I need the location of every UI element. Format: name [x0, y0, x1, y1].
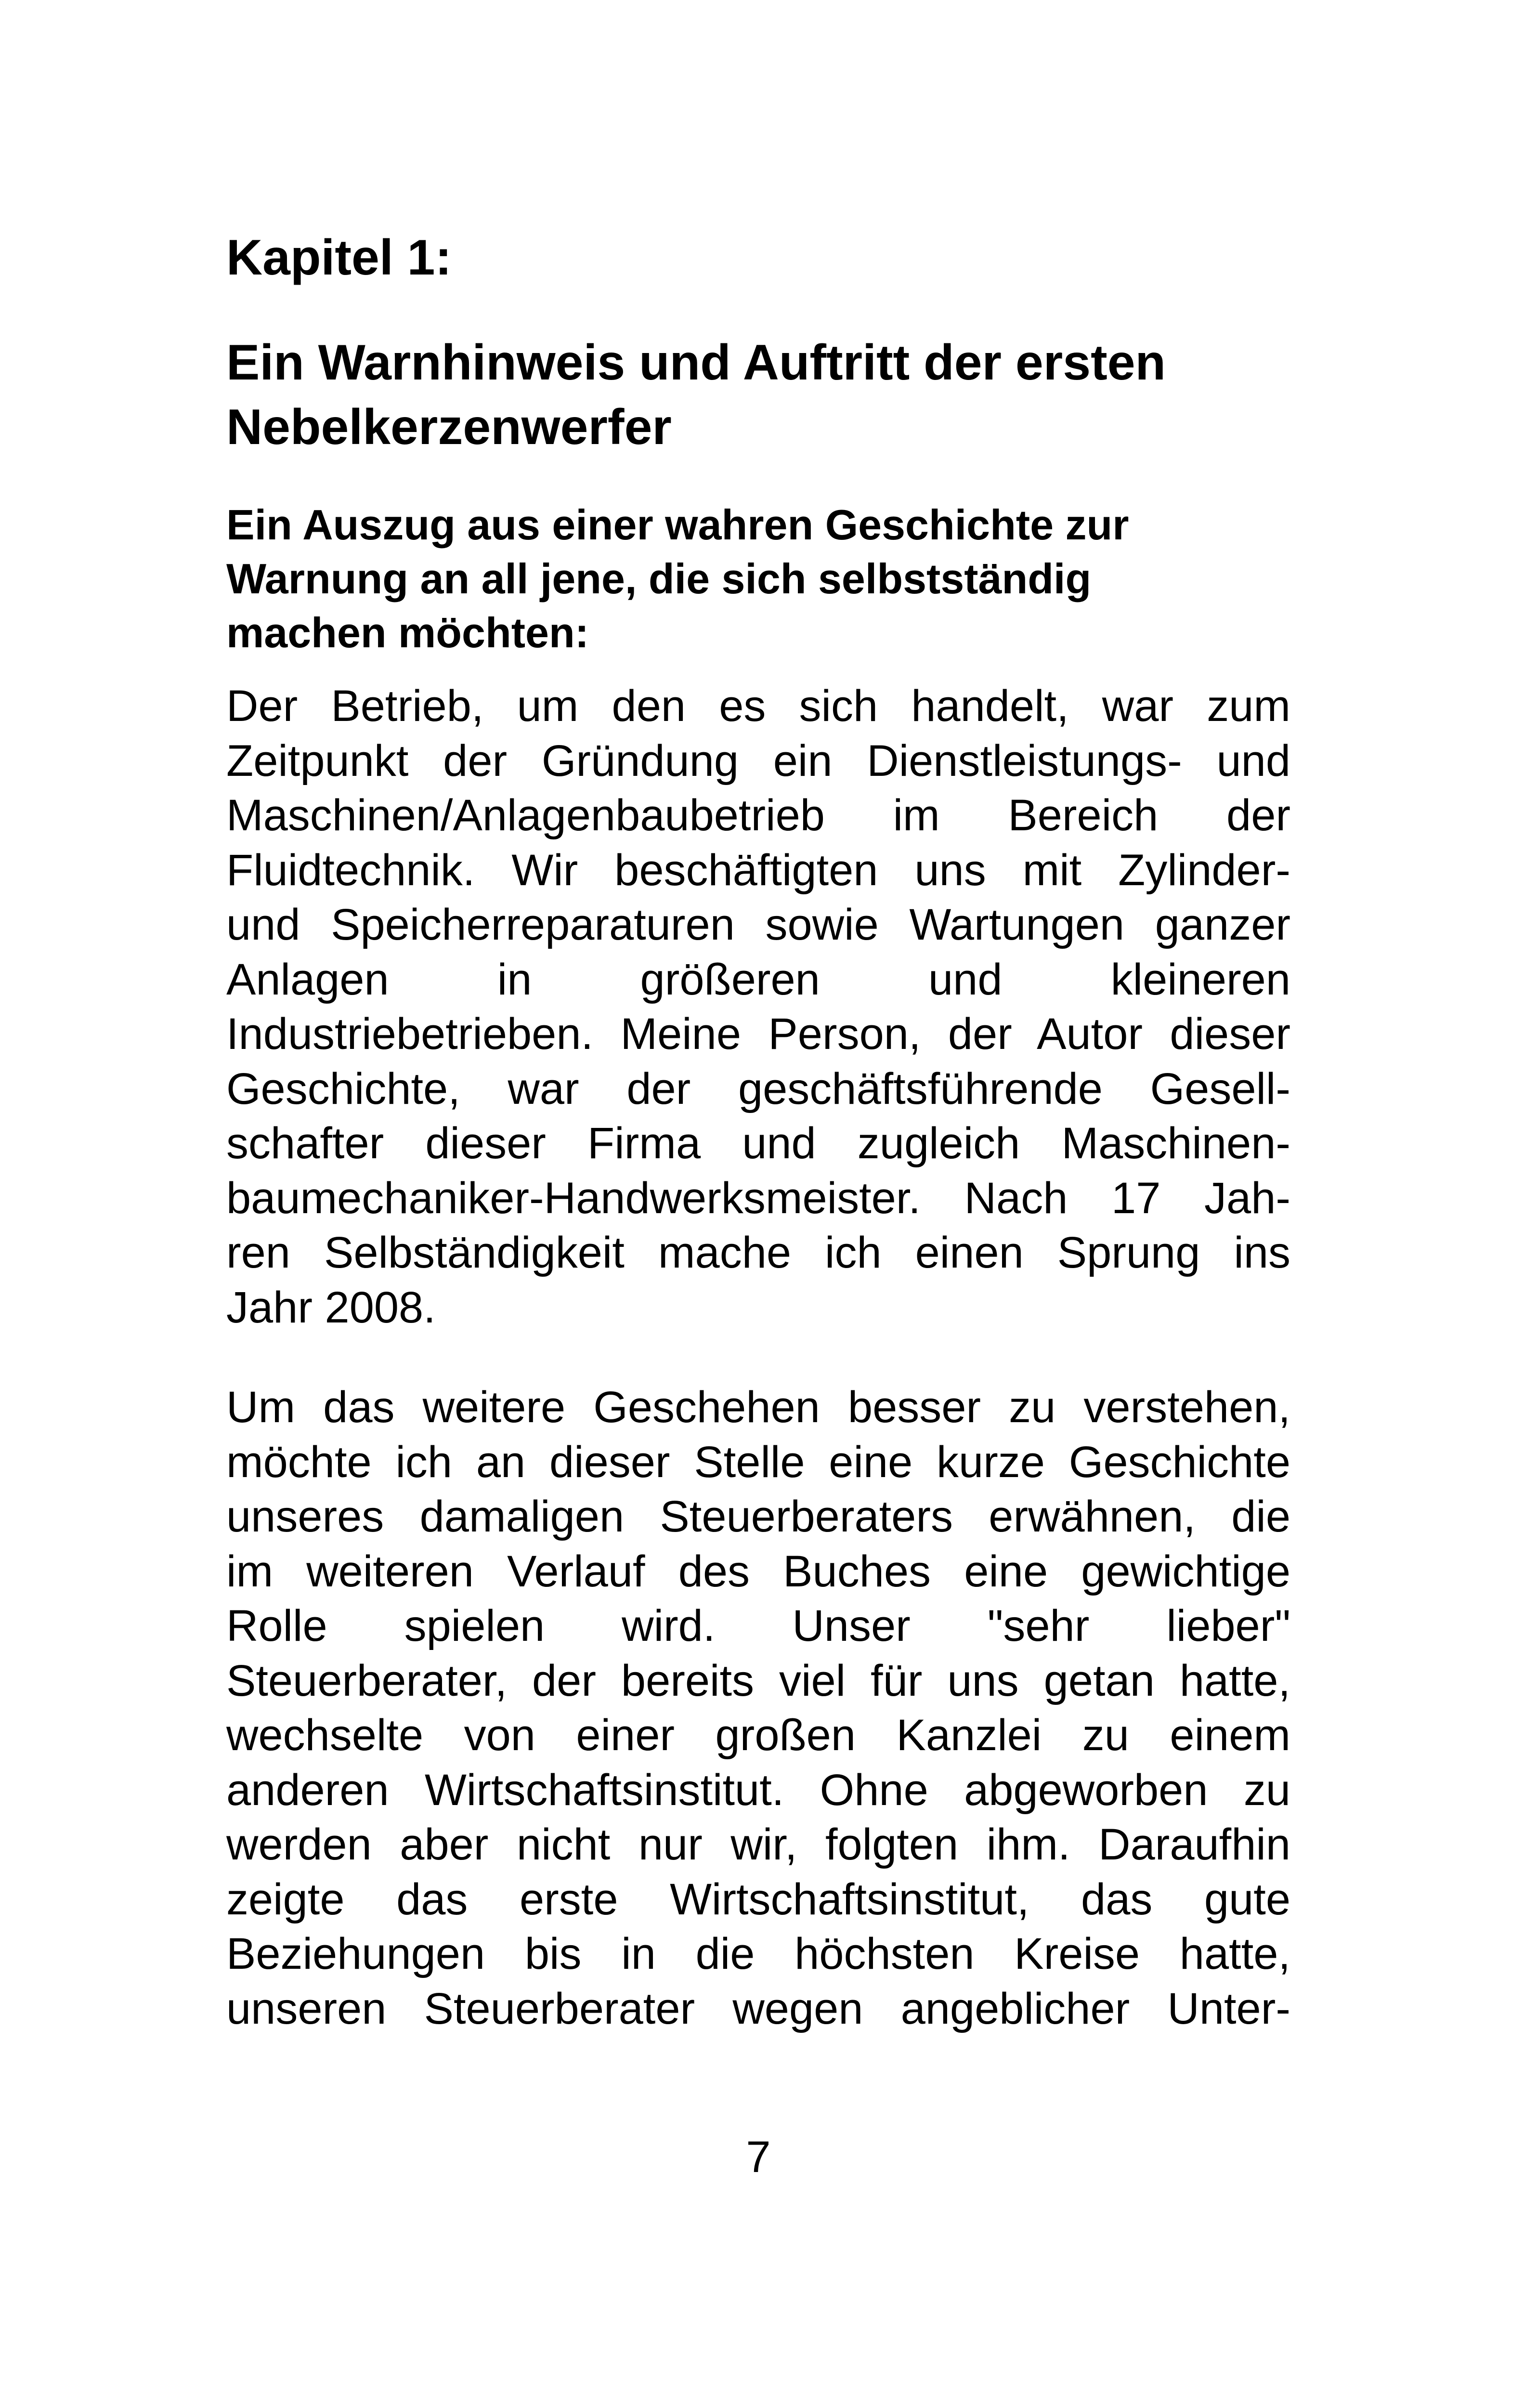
- text-line: im weiteren Verlauf des Buches eine gewichtige: [226, 1546, 1290, 1596]
- text-line: Beziehungen bis in die höchsten Kreise hatte,: [226, 1929, 1290, 1978]
- text-line: Maschinen/Anlagenbaubetrieb im Bereich der: [226, 791, 1290, 840]
- subtitle-line: Warnung an all jene, die sich selbstständig: [226, 555, 1092, 602]
- text-line: unseren Steuerberater wegen angeblicher Unter-: [226, 1984, 1290, 2033]
- text-line: Rolle spielen wird. Unser "sehr lieber": [226, 1601, 1290, 1650]
- chapter-subtitle: [226, 498, 1290, 660]
- chapter-title-line: Nebelkerzenwerfer: [226, 399, 672, 455]
- text-line: Anlagen in größeren und kleineren: [226, 955, 1290, 1004]
- text-line: werden aber nicht nur wir, folgten ihm. Daraufhin: [226, 1820, 1290, 1869]
- text-line: Steuerberater, der bereits viel für uns getan hatte,: [226, 1656, 1290, 1705]
- chapter-label: Kapitel 1:: [226, 230, 452, 286]
- body-paragraph-2: [226, 1380, 1290, 2036]
- text-line: wechselte von einer großen Kanzlei zu einem: [226, 1711, 1290, 1760]
- text-line: Jahr 2008.: [226, 1283, 436, 1332]
- book-page: [226, 0, 1290, 2408]
- text-line: ren Selbständigkeit mache ich einen Sprung ins: [226, 1228, 1290, 1277]
- text-line: Der Betrieb, um den es sich handelt, war zum: [226, 681, 1290, 731]
- text-line: baumechaniker-Handwerksmeister. Nach 17 Jah-: [226, 1173, 1290, 1223]
- page-number: 7: [746, 2133, 771, 2182]
- text-line: unseres damaligen Steuerberaters erwähnen, die: [226, 1492, 1290, 1541]
- text-line: zeigte das erste Wirtschaftsinstitut, das gute: [226, 1874, 1290, 1924]
- text-line: anderen Wirtschaftsinstitut. Ohne abgeworben zu: [226, 1765, 1290, 1815]
- subtitle-line: Ein Auszug aus einer wahren Geschichte zur: [226, 501, 1129, 549]
- chapter-title-line: Ein Warnhinweis und Auftritt der ersten: [226, 335, 1166, 391]
- text-line: Geschichte, war der geschäftsführende Gesell-: [226, 1064, 1290, 1113]
- text-line: Zeitpunkt der Gründung ein Dienstleistungs- und: [226, 736, 1290, 785]
- text-line: Industriebetrieben. Meine Person, der Autor dieser: [226, 1009, 1290, 1059]
- text-line: schafter dieser Firma und zugleich Maschinen-: [226, 1119, 1290, 1168]
- text-line: Um das weitere Geschehen besser zu verstehen,: [226, 1383, 1290, 1432]
- chapter-title: [226, 330, 1290, 459]
- subtitle-line: machen möchten:: [226, 609, 589, 656]
- text-line: und Speicherreparaturen sowie Wartungen ganzer: [226, 900, 1290, 949]
- body-paragraph-1: [226, 679, 1290, 1335]
- text-line: möchte ich an dieser Stelle eine kurze Geschichte: [226, 1437, 1290, 1487]
- text-line: Fluidtechnik. Wir beschäftigten uns mit Zylinder-: [226, 845, 1290, 895]
